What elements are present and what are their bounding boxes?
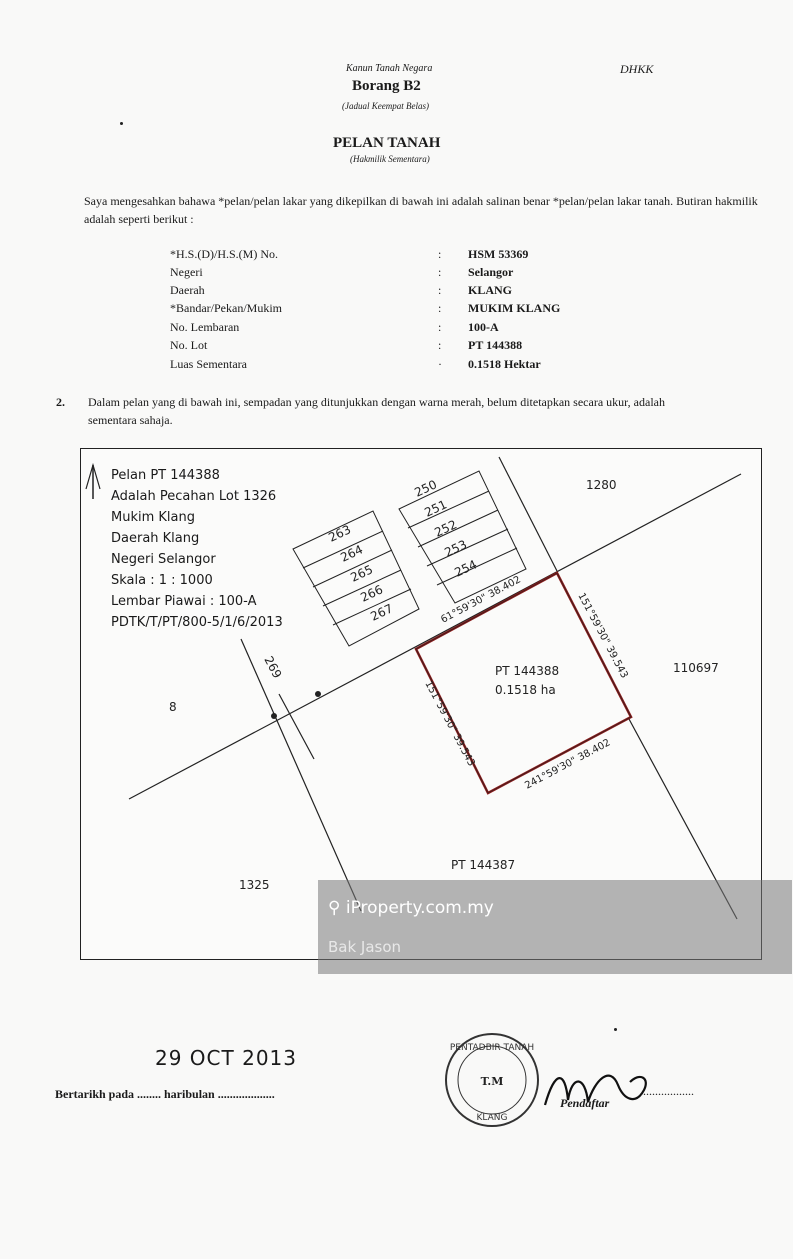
plan-info-line: Skala : 1 : 1000 bbox=[111, 573, 213, 588]
field-value: Selangor bbox=[468, 265, 514, 279]
lot-number: 250 bbox=[412, 477, 440, 500]
field-colon: : bbox=[438, 283, 442, 297]
watermark-logo bbox=[328, 898, 494, 918]
field-value: 100-A bbox=[468, 320, 499, 334]
neighbour-lot-bottom: PT 144387 bbox=[451, 858, 516, 872]
registrar-dots: .................. bbox=[640, 1084, 694, 1098]
section-number: 2. bbox=[56, 395, 65, 409]
seal-top-text: PENTADBIR TANAH bbox=[449, 1043, 535, 1053]
speck bbox=[120, 122, 123, 125]
watermark-user: Bak Jason bbox=[328, 938, 402, 956]
bearing-left: 151°59'30" 39.543 bbox=[422, 679, 477, 769]
certification-paragraph: Saya mengesahkan bahawa *pelan/pelan lakar yang dikepilkan di bawah ini adalah salinan benar *pelan/pelan lakar tanah. Butiran hakmilik adalah seperti berikut : bbox=[84, 194, 758, 226]
north-arrow-icon bbox=[86, 465, 100, 499]
field-label: *H.S.(D)/H.S.(M) No. bbox=[170, 247, 278, 261]
location-pin-icon: ⚲ bbox=[328, 898, 341, 918]
field-value: 0.1518 Hektar bbox=[468, 357, 541, 371]
bearing-right: 151°59'30" 39.543 bbox=[575, 591, 630, 681]
date-stamp: 29 OCT 2013 bbox=[155, 1046, 297, 1070]
plan-info-line: Negeri Selangor bbox=[111, 552, 216, 567]
lot-boundary bbox=[499, 457, 557, 571]
lot-label: PT 144388 bbox=[495, 664, 560, 678]
section-2-text: Dalam pelan yang di bawah ini, sempadan yang ditunjukkan dengan warna merah, belum ditetapkan secara ukur, adalah sementara sahaja. bbox=[88, 395, 665, 427]
plan-info-line: Pelan PT 144388 bbox=[111, 468, 220, 483]
field-value: PT 144388 bbox=[468, 338, 523, 352]
lot-number: 266 bbox=[358, 582, 386, 605]
field-label: Daerah bbox=[170, 283, 205, 297]
field-label: Negeri bbox=[170, 265, 203, 279]
bearing-top: 61°59'30" 38.402 bbox=[439, 574, 523, 626]
field-colon: : bbox=[438, 265, 442, 279]
form-name: Borang B2 bbox=[352, 78, 421, 94]
plan-info-line: Mukim Klang bbox=[111, 510, 195, 525]
lot-number: 263 bbox=[326, 522, 354, 545]
field-colon: : bbox=[438, 320, 442, 334]
lot-number: 265 bbox=[348, 562, 376, 585]
plan-info-line: Daerah Klang bbox=[111, 531, 200, 546]
field-label: No. Lot bbox=[170, 338, 208, 352]
neighbour-lot-top: 1280 bbox=[586, 478, 617, 492]
act-name: Kanun Tanah Negara bbox=[346, 63, 433, 74]
field-value: HSM 53369 bbox=[468, 247, 529, 261]
field-label: Luas Sementara bbox=[170, 357, 247, 371]
field-value: MUKIM KLANG bbox=[468, 301, 561, 315]
field-value: KLANG bbox=[468, 283, 513, 297]
lot-number: 251 bbox=[422, 497, 450, 520]
lot-number: 264 bbox=[338, 542, 366, 565]
lot-number: 254 bbox=[452, 557, 480, 580]
plan-info-line: Lembar Piawai : 100-A bbox=[111, 594, 257, 609]
land-office-seal bbox=[442, 1030, 542, 1130]
lot-number: 253 bbox=[442, 537, 470, 560]
field-label: *Bandar/Pekan/Mukim bbox=[170, 301, 282, 315]
neighbour-lot-bottom-left: 1325 bbox=[239, 878, 270, 892]
bearing-bottom: 241°59'30" 38.402 bbox=[523, 737, 613, 792]
field-colon: : bbox=[438, 338, 442, 352]
plan-info-block bbox=[111, 465, 283, 633]
watermark-banner bbox=[318, 880, 792, 974]
road-label: 269 bbox=[261, 653, 285, 681]
plan-info-line: Adalah Pecahan Lot 1326 bbox=[111, 489, 277, 504]
field-colon: : bbox=[438, 301, 442, 315]
field-colon: · bbox=[438, 357, 442, 371]
schedule-label: (Jadual Keempat Belas) bbox=[342, 101, 429, 111]
plan-info-line: PDTK/T/PT/800-5/1/6/2013 bbox=[111, 615, 283, 630]
lot-area: 0.1518 ha bbox=[495, 683, 556, 697]
road-line bbox=[241, 639, 361, 911]
registrar-label: Pendaftar bbox=[560, 1096, 610, 1110]
dated-line: Bertarikh pada ........ haribulan ................... bbox=[55, 1087, 275, 1101]
speck bbox=[614, 1028, 617, 1031]
neighbour-lot-right: 110697 bbox=[673, 661, 719, 675]
neighbour-lot-left: 8 bbox=[169, 700, 177, 714]
lot-number: 252 bbox=[432, 517, 460, 540]
field-label: No. Lembaran bbox=[170, 320, 240, 334]
watermark-logo-text: iProperty.com.my bbox=[345, 898, 494, 918]
dhkk-code: DHKK bbox=[620, 62, 654, 76]
lot-number: 267 bbox=[368, 601, 396, 624]
field-colon: : bbox=[438, 247, 442, 261]
survey-marker bbox=[271, 713, 277, 719]
page-title: PELAN TANAH bbox=[333, 135, 441, 151]
seal-bottom-text: KLANG bbox=[476, 1113, 508, 1123]
seal-middle-text: T.M bbox=[480, 1075, 504, 1088]
survey-marker bbox=[315, 691, 321, 697]
page-subtitle: (Hakmilik Sementara) bbox=[350, 154, 430, 164]
